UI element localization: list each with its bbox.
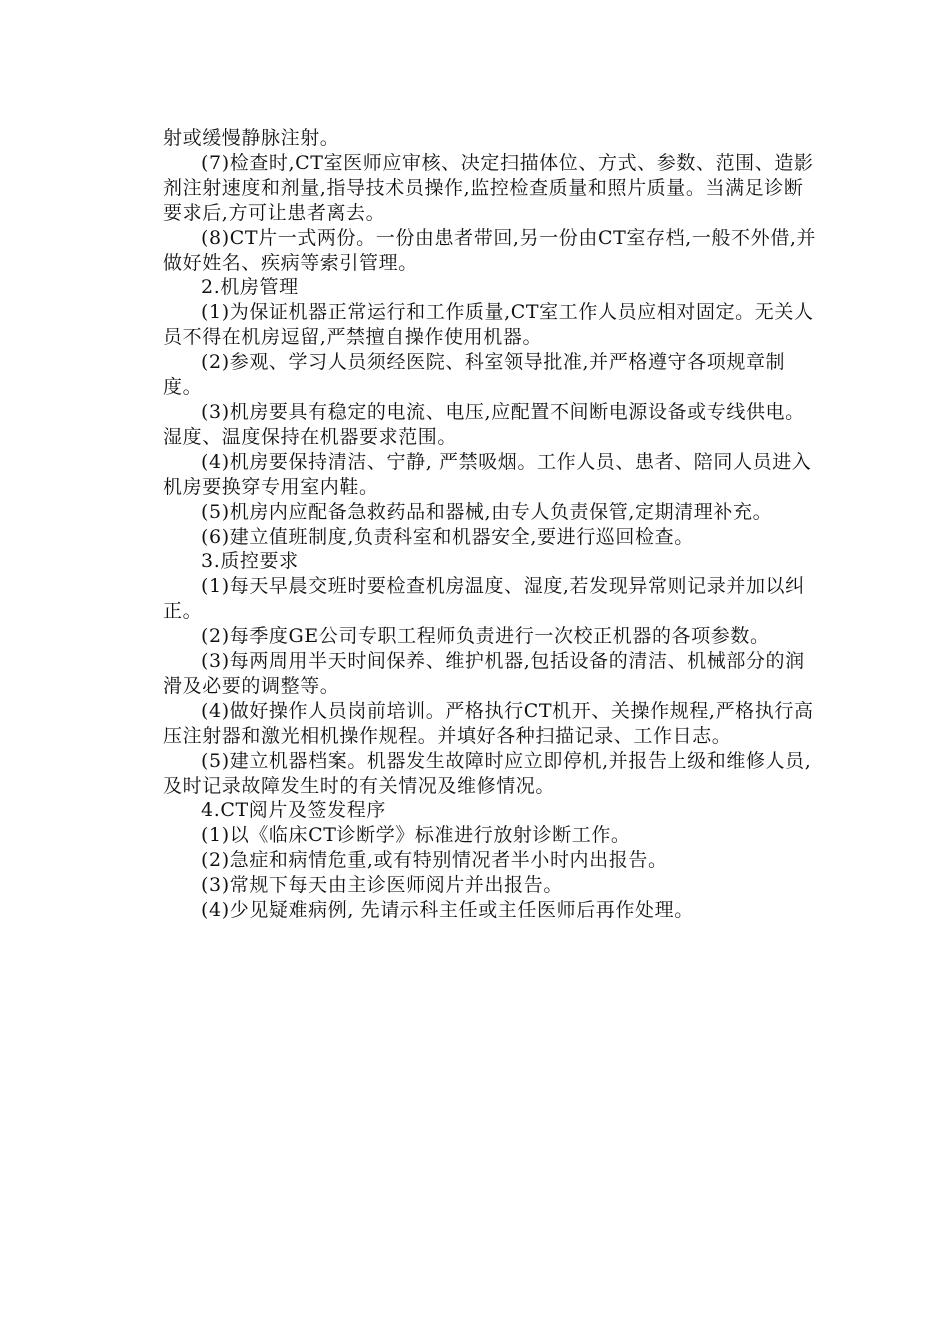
paragraph-qc-2: (2)每季度GE公司专职工程师负责进行一次校正机器的各项参数。: [201, 625, 770, 648]
paragraph-room-2: (2)参观、学习人员须经医院、科室领导批准,并严格遵守各项规章制度。: [163, 351, 786, 399]
paragraph-room-6: (6)建立值班制度,负责科室和机器安全,要进行巡回检查。: [201, 525, 694, 548]
paragraph-room-5: (5)机房内应配备急救药品和器械,由专人负责保管,定期清理补充。: [201, 500, 773, 523]
paragraph-qc-1: (1)每天早晨交班时要检查机房温度、湿度,若发现异常则记录并加以纠正。: [163, 575, 805, 623]
paragraph-reading-2: (2)急症和病情危重,或有特别情况者半小时内出报告。: [201, 849, 668, 872]
section-heading-ct-reading: 4.CT阅片及签发程序: [201, 799, 386, 822]
paragraph-reading-4: (4)少见疑难病例, 先请示科主任或主任医师后再作处理。: [201, 899, 694, 922]
paragraph-qc-3: (3)每两周用半天时间保养、维护机器,包括设备的清洁、机械部分的润滑及必要的调整等。: [163, 650, 805, 697]
paragraph-room-4: (4)机房要保持清洁、宁静, 严禁吸烟。工作人员、患者、陪同人员进入机房要换穿专用室内鞋。: [163, 450, 812, 498]
paragraph-continued: 射或缓慢静脉注射。: [163, 127, 340, 149]
section-heading-machine-room: 2.机房管理: [201, 276, 299, 299]
paragraph-item-8: (8)CT片一式两份。一份由患者带回,另一份由CT室存档,一般不外借,并做好姓名、疾病等索引管理。: [163, 226, 817, 274]
paragraph-item-7: (7)检查时,CT室医师应审核、决定扫描体位、方式、参数、范围、造影剂注射速度和剂量,指导技术员操作,监控检查质量和照片质量。当满足诊断要求后,方可让患者离去。: [163, 151, 814, 224]
paragraph-room-3: (3)机房要具有稳定的电流、电压,应配置不间断电源设备或专线供电。湿度、温度保持在机器要求范围。: [163, 400, 805, 448]
paragraph-reading-1: (1)以《临床CT诊断学》标准进行放射诊断工作。: [201, 824, 631, 847]
section-heading-quality-control: 3.质控要求: [201, 550, 299, 573]
paragraph-qc-4: (4)做好操作人员岗前培训。严格执行CT机开、关操作规程,严格执行高压注射器和激光相机操作规程。并填好各种扫描记录、工作日志。: [163, 699, 814, 747]
paragraph-qc-5: (5)建立机器档案。机器发生故障时应立即停机,并报告上级和维修人员, 及时记录故障发生时的有关情况及维修情况。: [163, 749, 812, 797]
document-body: [163, 126, 823, 923]
paragraph-room-1: (1)为保证机器正常运行和工作质量,CT室工作人员应相对固定。无关人员不得在机房逗留,严禁擅自操作使用机器。: [163, 301, 814, 349]
paragraph-reading-3: (3)常规下每天由主诊医师阅片并出报告。: [201, 874, 563, 897]
